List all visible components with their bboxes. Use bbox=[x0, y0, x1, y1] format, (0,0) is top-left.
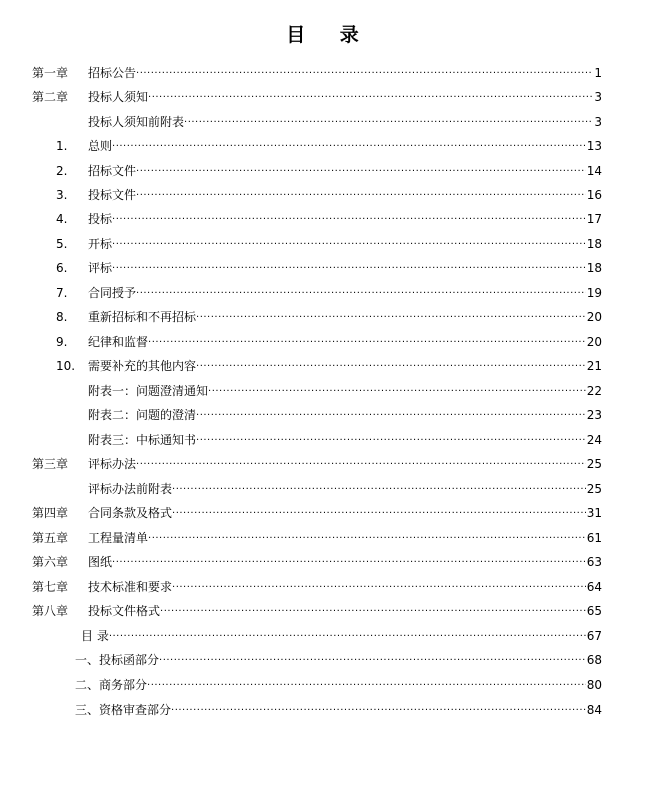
toc-entry[interactable] bbox=[0, 259, 645, 277]
toc-entry-number: 第一章 bbox=[32, 66, 69, 80]
toc-entry-label: 评标 ····· bbox=[88, 259, 596, 278]
toc-entry-page: 3 bbox=[594, 90, 602, 104]
toc-entry-page: 61 bbox=[586, 531, 602, 545]
toc-entry-number: 6. bbox=[56, 261, 68, 275]
toc-entry-label: 需要补充的其他内容 ····· bbox=[88, 357, 596, 376]
document-title: 目 录 bbox=[286, 24, 373, 46]
toc-entry-label: 总则 ····· bbox=[88, 137, 596, 156]
toc-entry-label: 投标文件格式 ····· bbox=[88, 602, 596, 621]
toc-entry-label: 投标人须知 ····· bbox=[88, 88, 596, 107]
toc-entry-label: 评标办法前附表 ····· bbox=[88, 480, 596, 499]
toc-entry-label: 一、投标函部分 ····· bbox=[75, 651, 596, 670]
toc-entry[interactable] bbox=[0, 504, 645, 522]
toc-entry-number: 5. bbox=[56, 237, 68, 251]
toc-entry-label: 招标公告 ····· bbox=[88, 64, 596, 83]
toc-entry-number: 第五章 bbox=[32, 531, 69, 545]
toc-entry[interactable] bbox=[0, 627, 645, 645]
toc-entry-page: 14 bbox=[586, 164, 602, 178]
toc-entry-page: 67 bbox=[586, 629, 602, 643]
toc-entry-label: 技术标准和要求 ····· bbox=[88, 578, 596, 597]
toc-entry[interactable] bbox=[0, 357, 645, 375]
toc-entry-page: 80 bbox=[586, 678, 602, 692]
toc-entry-page: 31 bbox=[586, 506, 602, 520]
toc-entry-label: 附表二：问题的澄清 ····· bbox=[88, 406, 596, 425]
toc-entry-label: 目 录 ····· bbox=[81, 627, 596, 646]
toc-entry[interactable] bbox=[0, 455, 645, 473]
toc-entry-page: 20 bbox=[586, 335, 602, 349]
toc-entry-label: 工程量清单 ····· bbox=[88, 529, 596, 548]
toc-entry-number: 1. bbox=[56, 139, 68, 153]
toc-entry-number: 4. bbox=[56, 212, 68, 226]
toc-entry-number: 第二章 bbox=[32, 90, 69, 104]
toc-entry-page: 84 bbox=[586, 703, 602, 717]
toc-entry[interactable] bbox=[0, 308, 645, 326]
toc-entry[interactable] bbox=[0, 113, 645, 131]
toc-entry[interactable] bbox=[0, 137, 645, 155]
toc-entry[interactable] bbox=[0, 406, 645, 424]
toc-entry-number: 8. bbox=[56, 310, 68, 324]
toc-entry[interactable] bbox=[0, 162, 645, 180]
toc-entry-page: 25 bbox=[586, 457, 602, 471]
toc-entry[interactable] bbox=[0, 431, 645, 449]
toc-entry-page: 63 bbox=[586, 555, 602, 569]
toc-entry-label: 投标文件 ····· bbox=[88, 186, 596, 205]
toc-entry-page: 13 bbox=[586, 139, 602, 153]
toc-entry[interactable] bbox=[0, 333, 645, 351]
toc-entry-number: 第八章 bbox=[32, 604, 69, 618]
toc-entry[interactable] bbox=[0, 578, 645, 596]
toc-entry-page: 25 bbox=[586, 482, 602, 496]
toc-entry-label: 开标 ····· bbox=[88, 235, 596, 254]
toc-entry-number: 9. bbox=[56, 335, 68, 349]
toc-entry-label: 合同条款及格式 ····· bbox=[88, 504, 596, 523]
toc-entry[interactable] bbox=[0, 529, 645, 547]
toc-entry-number: 第四章 bbox=[32, 506, 69, 520]
toc-entry-page: 21 bbox=[586, 359, 602, 373]
toc-entry-label: 三、资格审查部分 ····· bbox=[75, 701, 596, 720]
toc-entry-page: 18 bbox=[586, 261, 602, 275]
toc-entry-number: 第六章 bbox=[32, 555, 69, 569]
toc-entry-page: 20 bbox=[586, 310, 602, 324]
toc-entry[interactable] bbox=[0, 480, 645, 498]
toc-entry[interactable] bbox=[0, 284, 645, 302]
toc-entry-page: 18 bbox=[586, 237, 602, 251]
toc-entry-page: 65 bbox=[586, 604, 602, 618]
toc-entry-page: 68 bbox=[586, 653, 602, 667]
toc-entry[interactable] bbox=[0, 676, 645, 694]
toc-entry-number: 第三章 bbox=[32, 457, 69, 471]
toc-entry-page: 22 bbox=[586, 384, 602, 398]
toc-entry-label: 二、商务部分 ····· bbox=[75, 676, 596, 695]
toc-entry-number: 3. bbox=[56, 188, 68, 202]
toc-entry-page: 64 bbox=[586, 580, 602, 594]
toc-entry-number: 2. bbox=[56, 164, 68, 178]
toc-entry[interactable] bbox=[0, 651, 645, 669]
toc-entry-page: 24 bbox=[586, 433, 602, 447]
toc-entry[interactable] bbox=[0, 553, 645, 571]
toc-entry-page: 17 bbox=[586, 212, 602, 226]
toc-entry-label: 附表三：中标通知书 ····· bbox=[88, 431, 596, 450]
toc-entry-number: 10. bbox=[56, 359, 76, 373]
toc-entry-page: 23 bbox=[586, 408, 602, 422]
toc-entry-label: 投标 ····· bbox=[88, 210, 596, 229]
toc-entry-page: 1 bbox=[594, 66, 602, 80]
toc-entry-label: 合同授予 ····· bbox=[88, 284, 596, 303]
toc-entry-label: 附表一：问题澄清通知 ····· bbox=[88, 382, 596, 401]
toc-entry-number: 第七章 bbox=[32, 580, 69, 594]
toc-entry[interactable] bbox=[0, 210, 645, 228]
toc-entry-page: 16 bbox=[586, 188, 602, 202]
toc-entry-label: 重新招标和不再招标 ····· bbox=[88, 308, 596, 327]
toc-entry[interactable] bbox=[0, 64, 645, 82]
toc-entry-label: 评标办法 ····· bbox=[88, 455, 596, 474]
toc-entry[interactable] bbox=[0, 88, 645, 106]
toc-entry-label: 投标人须知前附表 ····· bbox=[88, 113, 596, 132]
toc-entry-label: 纪律和监督 ····· bbox=[88, 333, 596, 352]
toc-entry[interactable] bbox=[0, 701, 645, 719]
toc-entry-label: 招标文件 ····· bbox=[88, 162, 596, 181]
toc-entry[interactable] bbox=[0, 186, 645, 204]
toc-entry-label: 图纸 ····· bbox=[88, 553, 596, 572]
toc-entry[interactable] bbox=[0, 382, 645, 400]
toc-entry-page: 19 bbox=[586, 286, 602, 300]
toc-entry[interactable] bbox=[0, 235, 645, 253]
toc-entry[interactable] bbox=[0, 602, 645, 620]
toc-entry-page: 3 bbox=[594, 115, 602, 129]
toc-entry-number: 7. bbox=[56, 286, 68, 300]
